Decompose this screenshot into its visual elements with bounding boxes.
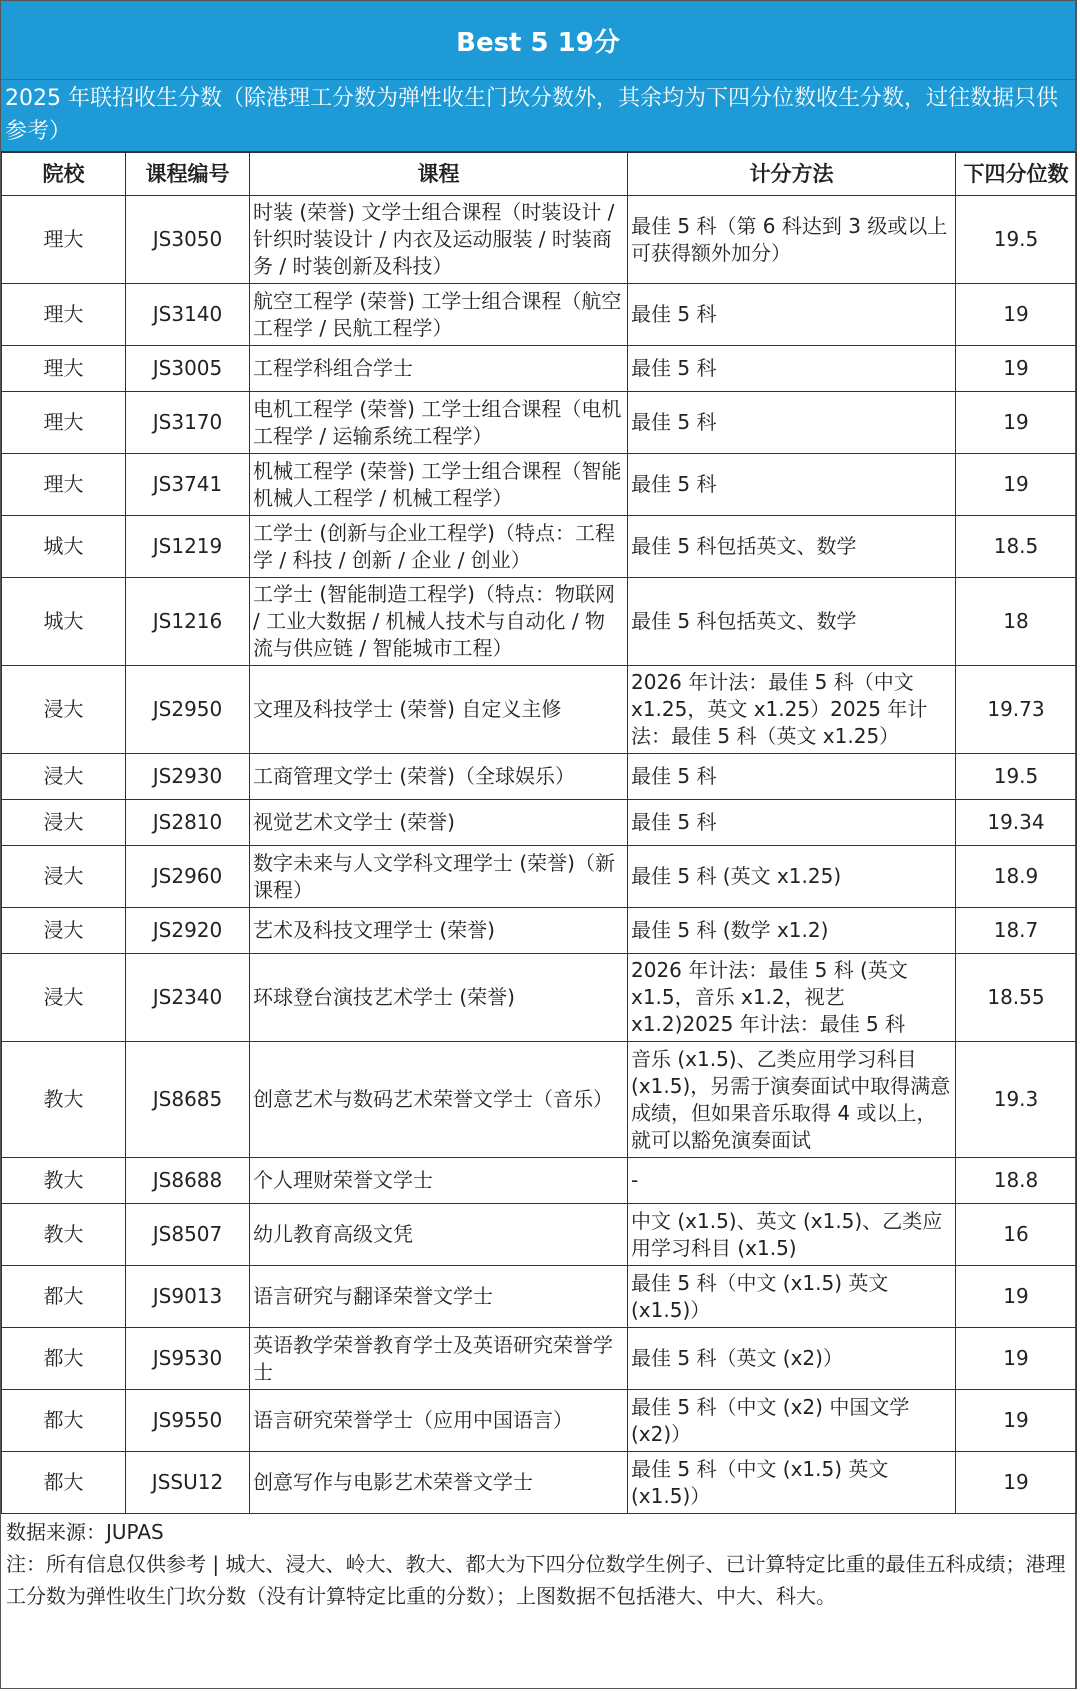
cell-course-name [250, 1328, 628, 1390]
cell-course-code [126, 1328, 250, 1390]
cell-course-name [250, 454, 628, 516]
cell-school [2, 800, 126, 846]
cell-lower-quartile [956, 954, 1077, 1042]
cell-scoring-method-text: 最佳 5 科包括英文、数学 [631, 534, 857, 558]
cell-school-text: 教大 [43, 1222, 84, 1246]
cell-scoring-method-text: 最佳 5 科包括英文、数学 [631, 609, 857, 633]
cell-school [2, 1158, 126, 1204]
admission-score-table [1, 152, 1077, 1514]
cell-course-code [126, 1266, 250, 1328]
cell-course-name [250, 1204, 628, 1266]
cell-course-name [250, 1158, 628, 1204]
table-row [2, 392, 1077, 454]
cell-school-text: 城大 [43, 534, 84, 558]
cell-course-code [126, 346, 250, 392]
cell-lower-quartile [956, 1042, 1077, 1158]
cell-scoring-method [628, 800, 956, 846]
cell-course-code-text: JS9013 [152, 1284, 223, 1308]
cell-scoring-method-text: 最佳 5 科（第 6 科达到 3 级或以上可获得额外加分） [631, 213, 948, 265]
cell-lower-quartile-text: 19.5 [993, 764, 1039, 788]
cell-course-name [250, 346, 628, 392]
cell-school-text: 浸大 [43, 697, 84, 721]
cell-school-text: 教大 [43, 1087, 84, 1111]
cell-school [2, 1266, 126, 1328]
cell-lower-quartile [956, 800, 1077, 846]
cell-course-name-text: 幼儿教育高级文凭 [253, 1222, 413, 1246]
table-body [2, 196, 1077, 1514]
cell-course-name-text: 艺术及科技文理学士 (荣誉) [253, 918, 495, 942]
cell-lower-quartile [956, 666, 1077, 754]
cell-course-code-text: JS2340 [152, 985, 223, 1009]
table-row [2, 846, 1077, 908]
cell-scoring-method [628, 954, 956, 1042]
cell-scoring-method [628, 666, 956, 754]
table-row [2, 800, 1077, 846]
cell-scoring-method [628, 392, 956, 454]
cell-course-name [250, 1042, 628, 1158]
cell-course-name-text: 工学士 (智能制造工程学)（特点：物联网 / 工业大数据 / 机械人技术与自动化 / 物流与供应链 / 智能城市工程） [253, 582, 615, 660]
data-source: 数据来源：JUPAS [6, 1520, 164, 1544]
cell-scoring-method-text: - [631, 1168, 639, 1192]
cell-course-code-text: JS8685 [152, 1087, 223, 1111]
cell-lower-quartile [956, 1158, 1077, 1204]
table-row [2, 1390, 1077, 1452]
cell-course-code-text: JS2920 [152, 918, 223, 942]
cell-scoring-method-text: 最佳 5 科 (数学 x1.2) [631, 918, 829, 942]
cell-school-text: 理大 [43, 302, 84, 326]
cell-school [2, 754, 126, 800]
cell-scoring-method [628, 578, 956, 666]
cell-course-code [126, 578, 250, 666]
cell-scoring-method [628, 284, 956, 346]
cell-lower-quartile [956, 1452, 1077, 1514]
cell-lower-quartile-text: 19 [1003, 302, 1029, 326]
page-title: Best 5 19分 [1, 1, 1075, 80]
cell-scoring-method [628, 1042, 956, 1158]
cell-scoring-method [628, 1158, 956, 1204]
cell-lower-quartile [956, 196, 1077, 284]
table-row [2, 908, 1077, 954]
table-row [2, 196, 1077, 284]
cell-school-text: 理大 [43, 472, 84, 496]
cell-scoring-method-text: 最佳 5 科 [631, 810, 717, 834]
cell-school [2, 196, 126, 284]
cell-course-name [250, 392, 628, 454]
cell-course-code [126, 754, 250, 800]
column-header-method: 计分方法 [628, 153, 956, 196]
cell-course-code-text: JS3170 [152, 410, 223, 434]
cell-lower-quartile-text: 16 [1003, 1222, 1029, 1246]
table-row [2, 578, 1077, 666]
cell-school [2, 346, 126, 392]
cell-course-code-text: JS3140 [152, 302, 223, 326]
cell-scoring-method-text: 中文 (x1.5)、英文 (x1.5)、乙类应用学习科目 (x1.5) [631, 1208, 943, 1260]
cell-lower-quartile-text: 18.5 [993, 534, 1039, 558]
cell-lower-quartile [956, 346, 1077, 392]
cell-lower-quartile-text: 19 [1003, 1284, 1029, 1308]
cell-scoring-method-text: 最佳 5 科（中文 (x1.5) 英文 (x1.5)） [631, 1456, 889, 1508]
cell-course-name [250, 908, 628, 954]
cell-course-code-text: JS2810 [152, 810, 223, 834]
cell-course-name [250, 954, 628, 1042]
cell-school-text: 浸大 [43, 864, 84, 888]
footer [1, 1514, 1075, 1614]
cell-scoring-method [628, 1266, 956, 1328]
cell-course-code-text: JS3050 [152, 227, 223, 251]
cell-course-name [250, 754, 628, 800]
cell-scoring-method [628, 1390, 956, 1452]
cell-school [2, 908, 126, 954]
cell-lower-quartile-text: 19.5 [993, 227, 1039, 251]
cell-course-name-text: 电机工程学 (荣誉) 工学士组合课程（电机工程学 / 运输系统工程学） [253, 396, 622, 448]
cell-scoring-method [628, 516, 956, 578]
cell-course-code-text: JS3741 [152, 472, 223, 496]
cell-school [2, 846, 126, 908]
cell-course-code [126, 666, 250, 754]
table-row [2, 754, 1077, 800]
cell-course-code [126, 846, 250, 908]
cell-course-name [250, 846, 628, 908]
cell-scoring-method-text: 最佳 5 科 [631, 764, 717, 788]
footnote: 注：所有信息仅供参考 | 城大、浸大、岭大、教大、都大为下四分位数学生例子、已计算特定比重的最佳五科成绩；港理工分数为弹性收生门坎分数（没有计算特定比重的分数）；上图数据不包括港大、中大、科大。 [6, 1552, 1066, 1608]
cell-course-code [126, 800, 250, 846]
cell-course-name-text: 创意写作与电影艺术荣誉文学士 [253, 1470, 533, 1494]
cell-school [2, 1452, 126, 1514]
cell-scoring-method [628, 754, 956, 800]
cell-school-text: 浸大 [43, 810, 84, 834]
cell-lower-quartile [956, 846, 1077, 908]
cell-lower-quartile-text: 19 [1003, 1346, 1029, 1370]
cell-course-name-text: 时装 (荣誉) 文学士组合课程（时装设计 / 针织时装设计 / 内衣及运动服装 / 时装商务 / 时装创新及科技） [253, 200, 615, 278]
cell-school-text: 理大 [43, 227, 84, 251]
cell-school [2, 516, 126, 578]
table-row [2, 1266, 1077, 1328]
cell-school-text: 浸大 [43, 985, 84, 1009]
cell-lower-quartile-text: 18.9 [993, 864, 1039, 888]
cell-course-name-text: 创意艺术与数码艺术荣誉文学士（音乐） [253, 1087, 613, 1111]
cell-school [2, 954, 126, 1042]
cell-course-name-text: 语言研究与翻译荣誉文学士 [253, 1284, 493, 1308]
cell-lower-quartile-text: 19 [1003, 1470, 1029, 1494]
cell-lower-quartile-text: 19 [1003, 1408, 1029, 1432]
cell-scoring-method-text: 最佳 5 科 [631, 472, 717, 496]
cell-scoring-method-text: 最佳 5 科（中文 (x1.5) 英文 (x1.5)） [631, 1270, 889, 1322]
cell-school [2, 1042, 126, 1158]
cell-course-code [126, 454, 250, 516]
cell-course-code-text: JS8507 [152, 1222, 223, 1246]
cell-course-code [126, 516, 250, 578]
table-row [2, 454, 1077, 516]
cell-school [2, 1204, 126, 1266]
cell-lower-quartile [956, 284, 1077, 346]
cell-scoring-method-text: 最佳 5 科（中文 (x2) 中国文学 (x2)） [631, 1394, 910, 1446]
cell-course-code [126, 954, 250, 1042]
cell-course-code-text: JS8688 [152, 1168, 223, 1192]
cell-course-name [250, 1390, 628, 1452]
cell-scoring-method-text: 音乐 (x1.5)、乙类应用学习科目 (x1.5)，另需于演奏面试中取得满意成绩，但如果音乐取得 4 或以上，就可以豁免演奏面试 [631, 1046, 951, 1152]
cell-lower-quartile-text: 18.8 [993, 1168, 1039, 1192]
cell-school-text: 城大 [43, 609, 84, 633]
cell-course-name-text: 环球登台演技艺术学士 (荣誉) [253, 985, 515, 1009]
cell-course-code-text: JS3005 [152, 356, 223, 380]
cell-course-name-text: 英语教学荣誉教育学士及英语研究荣誉学士 [253, 1332, 613, 1384]
cell-school [2, 454, 126, 516]
column-header-code: 课程编号 [126, 153, 250, 196]
cell-school [2, 1328, 126, 1390]
cell-lower-quartile [956, 1266, 1077, 1328]
cell-scoring-method-text: 最佳 5 科 [631, 302, 717, 326]
cell-course-code [126, 392, 250, 454]
table-row [2, 346, 1077, 392]
cell-course-code-text: JS2960 [152, 864, 223, 888]
table-header-row [2, 153, 1077, 196]
cell-school-text: 浸大 [43, 918, 84, 942]
cell-scoring-method [628, 1204, 956, 1266]
cell-lower-quartile [956, 516, 1077, 578]
cell-lower-quartile-text: 19.73 [987, 697, 1045, 721]
cell-lower-quartile-text: 19 [1003, 472, 1029, 496]
cell-lower-quartile [956, 392, 1077, 454]
cell-course-code [126, 1158, 250, 1204]
cell-course-code-text: JS1216 [152, 609, 223, 633]
cell-lower-quartile-text: 19 [1003, 356, 1029, 380]
cell-course-code-text: JS1219 [152, 534, 223, 558]
cell-school-text: 都大 [43, 1408, 84, 1432]
cell-course-name-text: 视觉艺术文学士 (荣誉) [253, 810, 455, 834]
cell-lower-quartile-text: 18 [1003, 609, 1029, 633]
cell-school-text: 教大 [43, 1168, 84, 1192]
table-row [2, 1042, 1077, 1158]
cell-school [2, 1390, 126, 1452]
cell-school-text: 理大 [43, 356, 84, 380]
cell-scoring-method-text: 最佳 5 科 [631, 410, 717, 434]
table-row [2, 666, 1077, 754]
table-row [2, 516, 1077, 578]
cell-course-name-text: 文理及科技学士 (荣誉) 自定义主修 [253, 697, 562, 721]
cell-course-name-text: 数字未来与人文学科文理学士 (荣誉)（新课程） [253, 850, 615, 902]
cell-lower-quartile [956, 454, 1077, 516]
cell-scoring-method-text: 2026 年计法：最佳 5 科（中文 x1.25，英文 x1.25）2025 年计法：最佳 5 科（英文 x1.25） [631, 670, 928, 748]
cell-course-name [250, 578, 628, 666]
cell-school-text: 都大 [43, 1470, 84, 1494]
cell-scoring-method-text: 2026 年计法：最佳 5 科 (英文 x1.5，音乐 x1.2，视艺 x1.2)2025 年计法：最佳 5 科 [631, 958, 908, 1036]
cell-scoring-method-text: 最佳 5 科 (英文 x1.25) [631, 864, 842, 888]
cell-scoring-method [628, 1328, 956, 1390]
cell-scoring-method [628, 908, 956, 954]
cell-school [2, 666, 126, 754]
cell-lower-quartile [956, 1204, 1077, 1266]
cell-course-code [126, 1452, 250, 1514]
cell-course-name-text: 语言研究荣誉学士（应用中国语言） [253, 1408, 573, 1432]
cell-course-name-text: 工商管理文学士 (荣誉)（全球娱乐） [253, 764, 575, 788]
cell-scoring-method [628, 454, 956, 516]
cell-lower-quartile-text: 19 [1003, 410, 1029, 434]
cell-school [2, 392, 126, 454]
cell-lower-quartile-text: 19.3 [993, 1087, 1039, 1111]
table-row [2, 1328, 1077, 1390]
cell-course-code [126, 908, 250, 954]
cell-course-code-text: JS9530 [152, 1346, 223, 1370]
cell-school-text: 理大 [43, 410, 84, 434]
cell-course-name-text: 航空工程学 (荣誉) 工学士组合课程（航空工程学 / 民航工程学） [253, 288, 622, 340]
column-header-score: 下四分位数 [956, 153, 1077, 196]
cell-lower-quartile-text: 18.7 [993, 918, 1039, 942]
cell-scoring-method [628, 1452, 956, 1514]
cell-scoring-method [628, 846, 956, 908]
cell-course-code-text: JS2930 [152, 764, 223, 788]
cell-lower-quartile-text: 18.55 [987, 985, 1045, 1009]
column-header-course: 课程 [250, 153, 628, 196]
cell-lower-quartile [956, 1328, 1077, 1390]
column-header-school: 院校 [2, 153, 126, 196]
cell-school-text: 都大 [43, 1346, 84, 1370]
cell-course-code [126, 1204, 250, 1266]
cell-course-code-text: JSSU12 [151, 1470, 224, 1494]
page-subtitle: 2025 年联招收生分数（除港理工分数为弹性收生门坎分数外，其余均为下四分位数收生分数，过往数据只供参考） [1, 80, 1075, 152]
cell-lower-quartile [956, 754, 1077, 800]
cell-course-name [250, 666, 628, 754]
cell-lower-quartile [956, 578, 1077, 666]
cell-school-text: 都大 [43, 1284, 84, 1308]
cell-course-name [250, 1266, 628, 1328]
table-row [2, 954, 1077, 1042]
cell-course-name [250, 196, 628, 284]
cell-course-name-text: 个人理财荣誉文学士 [253, 1168, 433, 1192]
cell-lower-quartile-text: 19.34 [987, 810, 1045, 834]
cell-course-code [126, 1042, 250, 1158]
cell-school-text: 浸大 [43, 764, 84, 788]
cell-scoring-method-text: 最佳 5 科 [631, 356, 717, 380]
table-row [2, 1204, 1077, 1266]
cell-course-code-text: JS2950 [152, 697, 223, 721]
cell-course-code [126, 284, 250, 346]
cell-course-name-text: 机械工程学 (荣誉) 工学士组合课程（智能机械人工程学 / 机械工程学） [253, 458, 622, 510]
cell-course-code-text: JS9550 [152, 1408, 223, 1432]
cell-course-name [250, 516, 628, 578]
cell-course-name [250, 284, 628, 346]
cell-course-name [250, 1452, 628, 1514]
cell-scoring-method-text: 最佳 5 科（英文 (x2)） [631, 1346, 843, 1370]
cell-course-code [126, 196, 250, 284]
cell-scoring-method [628, 196, 956, 284]
cell-school [2, 578, 126, 666]
cell-scoring-method [628, 346, 956, 392]
cell-course-name-text: 工学士 (创新与企业工程学)（特点：工程学 / 科技 / 创新 / 企业 / 创业） [253, 520, 615, 572]
table-row [2, 1452, 1077, 1514]
cell-school [2, 284, 126, 346]
table-row [2, 284, 1077, 346]
cell-lower-quartile [956, 1390, 1077, 1452]
table-row [2, 1158, 1077, 1204]
cell-course-name-text: 工程学科组合学士 [253, 356, 413, 380]
cell-course-code [126, 1390, 250, 1452]
cell-lower-quartile [956, 908, 1077, 954]
cell-course-name [250, 800, 628, 846]
